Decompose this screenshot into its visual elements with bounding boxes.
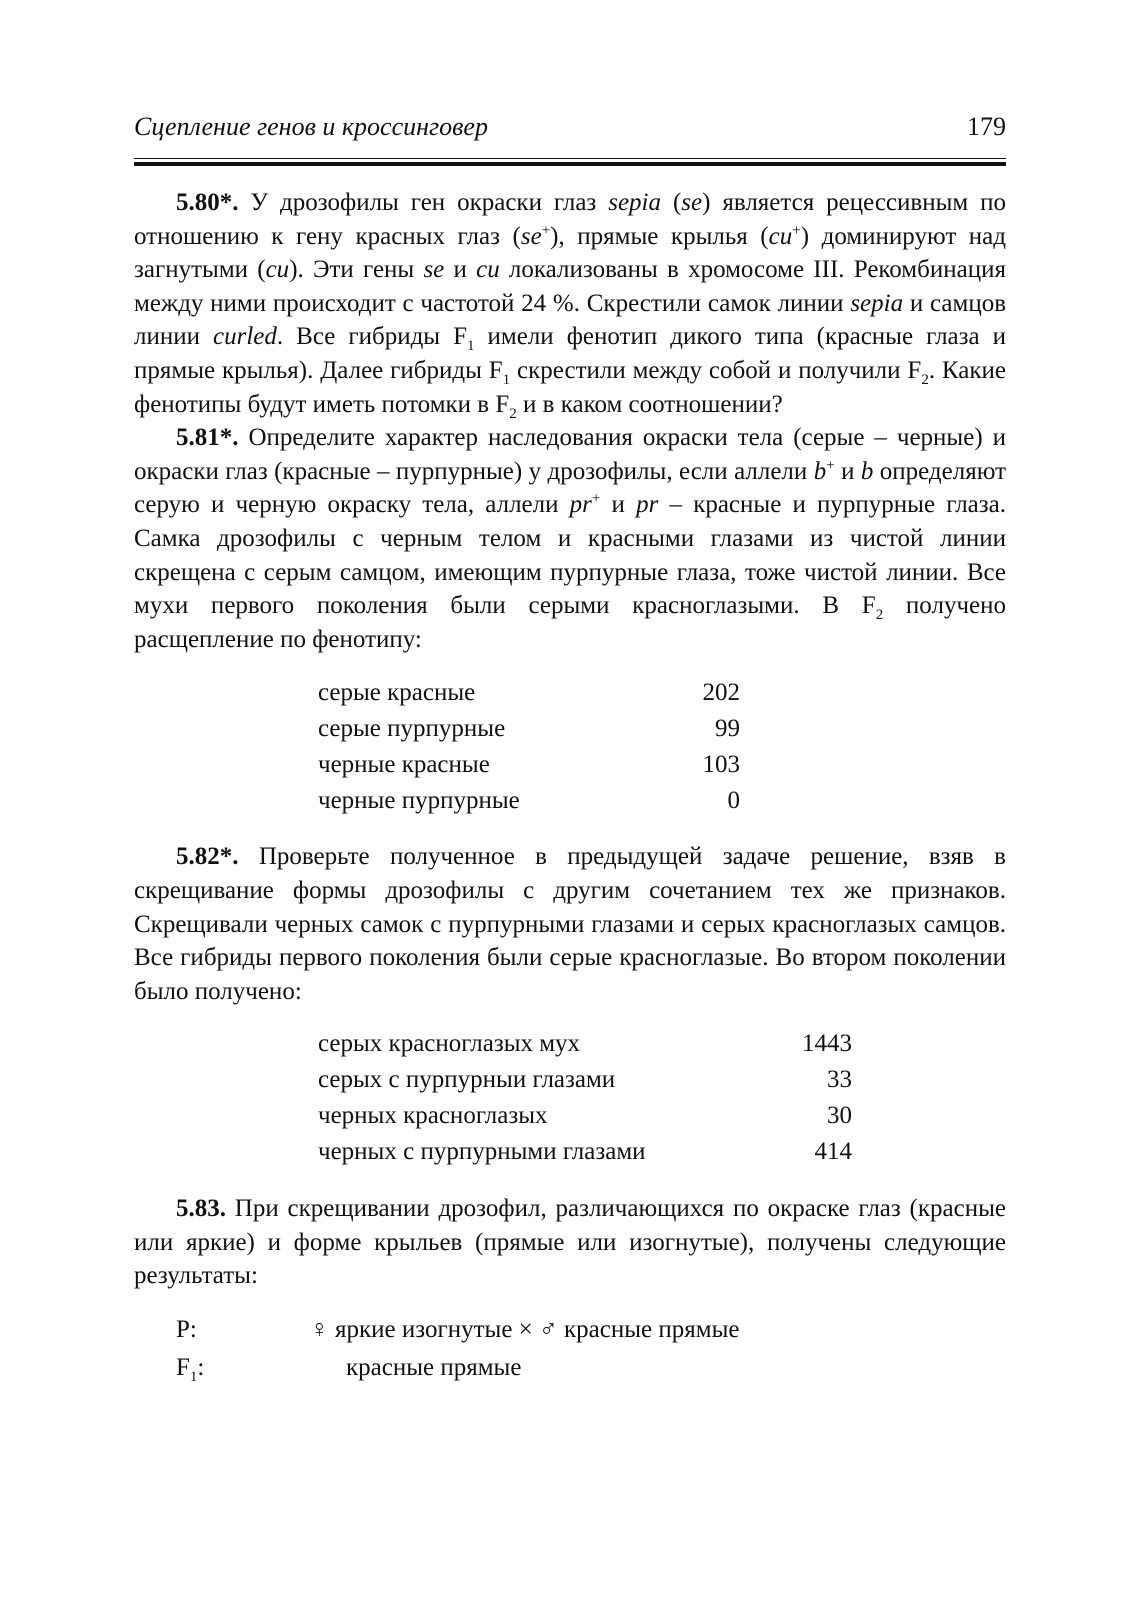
gene-name: sepia <box>608 189 662 216</box>
problem-number: 5.83. <box>176 1195 226 1223</box>
running-header <box>134 112 1006 142</box>
cross-scheme <box>134 1311 1006 1387</box>
phenotype-count: 0 <box>727 786 740 814</box>
table-row <box>318 746 740 782</box>
text-run: локализованы в хромосоме III. Рекомбинация между ними происходит с частотой 24 %. Скрестили самок линии <box>134 256 1006 317</box>
parental-label: P: <box>176 1316 197 1344</box>
text-run: При скрещивании дрозофил, различающихся по окраске глаз (красные или яркие) и форме крыльев (прямые или изогнутые), получены следующие результаты: <box>134 1195 1006 1290</box>
page-body <box>134 186 1006 1387</box>
f1-label-letter: F <box>176 1354 190 1382</box>
text-run: имели фенотип дикого типа (красные глаза и прямые крылья). Далее гибриды F <box>134 323 1007 384</box>
phenotype-label: серые красные <box>318 678 476 706</box>
superscript: + <box>792 222 801 239</box>
phenotype-count: 99 <box>715 714 740 742</box>
table-row <box>318 674 740 710</box>
subscript: 2 <box>875 607 884 624</box>
text-run: ). Эти гены <box>289 256 424 284</box>
text-run: получено расщепление по фенотипу: <box>134 592 1006 653</box>
superscript: + <box>826 457 835 474</box>
subscript: 2 <box>921 371 929 388</box>
gene-symbol: se <box>423 256 445 284</box>
phenotype-count: 1443 <box>802 1030 852 1058</box>
text-run: Проверьте полученное в предыдущей задаче решение, взяв в скрещивание формы дрозофилы с другим сочетанием тех же признаков. Скрещивали черных самок с пурпурными глазами и серых красноглазых самцов. Все гибриды первого поколения были серые красноглазые. Во втором поколении было получено: <box>134 843 1006 1005</box>
text-run: скрестили между собой и получили F <box>510 356 922 384</box>
text-run: У дрозофилы ген окраски глаз <box>250 189 609 216</box>
f1-label <box>134 1351 310 1385</box>
text-run: ), прямые крылья ( <box>550 222 769 250</box>
table-row <box>318 1062 852 1098</box>
problem-number: 5.81*. <box>176 424 239 452</box>
allele-symbol: b <box>860 457 874 485</box>
text-run: определяют серую и черную окраску тела, аллели <box>134 457 1006 519</box>
page-number: 179 <box>967 112 1006 141</box>
phenotype-count: 414 <box>814 1138 852 1166</box>
text-run: ) доминируют над загнутыми ( <box>134 222 1006 284</box>
phenotype-label: черные красные <box>318 750 490 778</box>
phenotype-label: серых красноглазых мух <box>318 1030 581 1058</box>
superscript: + <box>591 491 601 508</box>
gene-symbol: cu <box>768 222 793 250</box>
problem-5-81 <box>134 421 1006 656</box>
problem-number: 5.82*. <box>176 843 239 871</box>
table-row <box>318 1134 852 1170</box>
text-run: и <box>444 256 477 284</box>
problem-number: 5.80*. <box>176 189 239 216</box>
allele-symbol: pr <box>569 491 592 519</box>
allele-symbol: b <box>813 457 827 485</box>
gene-name: sepia <box>850 289 904 317</box>
text-run: ( <box>661 189 682 216</box>
subscript: 2 <box>509 405 517 422</box>
gene-symbol: se <box>681 189 703 216</box>
text-run: . Какие фенотипы будут иметь потомки в F <box>134 356 1006 418</box>
phenotype-count: 103 <box>702 750 740 778</box>
phenotype-label: серых с пурпурныи глазами <box>318 1066 616 1094</box>
phenotype-count: 202 <box>702 678 740 706</box>
text-run: и <box>834 457 861 485</box>
subscript: 1 <box>467 338 475 355</box>
text-run: . Все гибриды F <box>276 323 468 351</box>
subscript: 1 <box>502 371 511 388</box>
phenotype-label: черных красноглазых <box>318 1102 548 1130</box>
header-rule-thick <box>134 162 1006 166</box>
text-run: и самцов линии <box>134 289 1006 351</box>
allele-symbol: pr <box>636 491 659 519</box>
f1-row <box>134 1349 1006 1387</box>
text-run: Определите характер наследования окраски тела (серые – черные) и окраски глаз (красные – пурпурные) у дрозофилы, если аллели <box>134 424 1006 485</box>
problem-5-83 <box>134 1192 1006 1293</box>
header-rule-thin <box>134 158 1006 159</box>
gene-name: curled <box>213 323 277 351</box>
table-row <box>318 1098 852 1134</box>
parental-cross: ♀ яркие изогнутые × ♂ красные прямые <box>310 1316 740 1344</box>
problem-5-82 <box>134 840 1006 1008</box>
phenotype-count: 30 <box>827 1102 852 1130</box>
table-row <box>318 710 740 746</box>
phenotype-count: 33 <box>827 1066 852 1094</box>
table-row <box>318 1026 852 1062</box>
subscript: 1 <box>189 1369 198 1386</box>
text-run: ) является рецессивным по отношению к гену красных глаз ( <box>134 189 1006 250</box>
phenotype-label: серые пурпурные <box>318 714 506 742</box>
phenotype-label: черных с пурпурными глазами <box>318 1138 646 1166</box>
gene-symbol: se <box>520 222 542 250</box>
phenotype-table-5-81 <box>318 674 740 818</box>
f1-label-colon: : <box>197 1354 205 1382</box>
problem-5-80 <box>134 186 1006 421</box>
gene-symbol: cu <box>476 256 500 284</box>
superscript: + <box>541 222 551 239</box>
f1-result: красные прямые <box>346 1354 522 1382</box>
running-title: Сцепление генов и кроссинговер <box>134 112 488 141</box>
phenotype-label: черные пурпурные <box>318 786 520 814</box>
phenotype-table-5-82 <box>318 1026 852 1170</box>
parental-cross-row <box>134 1311 1006 1349</box>
gene-symbol: cu <box>265 256 290 284</box>
text-run: и <box>600 491 637 519</box>
text-run: – красные и пурпурные глаза. Самка дрозофилы с черным телом и красными глазами из чистой линии скрещена с серым самцом, имеющим пурпурные глаза, тоже чистой линии. Все мухи первого поколения были серыми красноглазыми. В F <box>134 491 1006 620</box>
text-run: и в каком соотношении? <box>516 390 783 418</box>
table-row <box>318 782 740 818</box>
